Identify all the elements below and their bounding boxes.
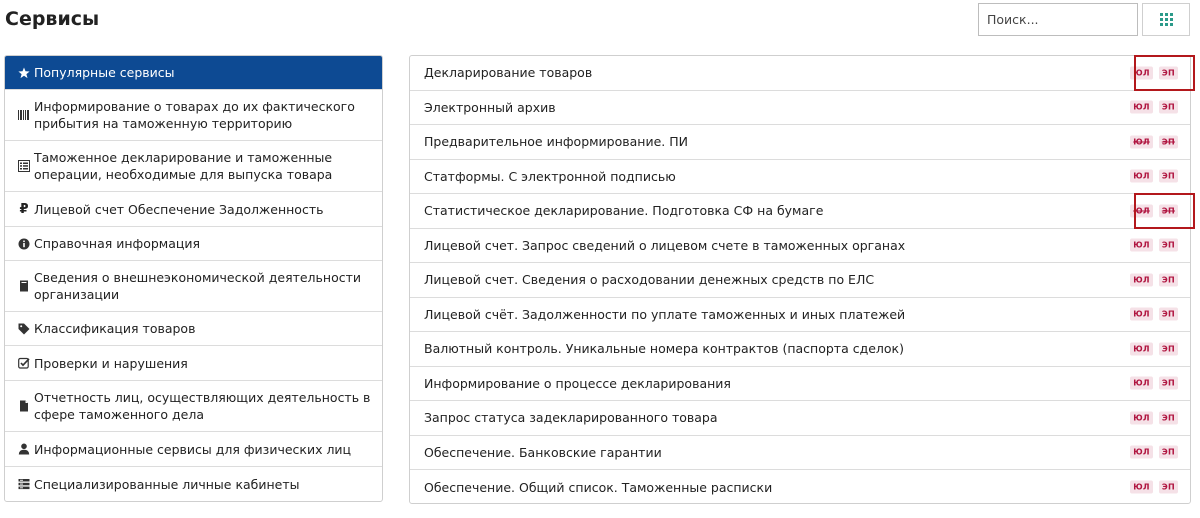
service-name: Информирование о процессе декларирования	[424, 375, 731, 391]
service-name: Валютный контроль. Уникальные номера контрактов (паспорта сделок)	[424, 341, 904, 357]
service-name: Обеспечение. Общий список. Таможенные расписки	[424, 479, 773, 495]
service-row[interactable]	[410, 125, 1190, 160]
legal-entity-badge: ЮЛ	[1130, 411, 1153, 424]
legal-entity-badge: ЮЛ	[1130, 66, 1153, 79]
legal-entity-badge: ЮЛ	[1130, 446, 1153, 459]
sidebar-item-reference[interactable]	[5, 227, 382, 261]
file-icon	[18, 400, 30, 412]
legal-entity-badge: ЮЛ	[1130, 101, 1153, 114]
e-signature-badge: ЭП	[1159, 481, 1178, 494]
legal-entity-badge: ЮЛ	[1130, 377, 1153, 390]
sidebar-item-label: Классификация товаров	[34, 321, 196, 336]
service-row[interactable]	[410, 263, 1190, 298]
sidebar-item-label: Таможенное декларирование и таможенные операции, необходимые для выпуска товара	[34, 150, 333, 182]
service-name: Обеспечение. Банковские гарантии	[424, 444, 662, 460]
service-badges	[1130, 411, 1178, 424]
service-row[interactable]	[410, 91, 1190, 126]
check-square-icon	[18, 357, 30, 369]
sidebar-item-label: Информирование о товарах до их фактического прибытия на таможенную территорию	[34, 99, 355, 131]
service-name: Статформы. С электронной подписью	[424, 168, 676, 184]
barcode-icon	[18, 109, 30, 121]
sidebar-item-label: Лицевой счет Обеспечение Задолженность	[34, 201, 324, 217]
service-row[interactable]	[410, 367, 1190, 402]
e-signature-badge: ЭП	[1159, 273, 1178, 286]
service-name: Лицевой счет. Запрос сведений о лицевом счете в таможенных органах	[424, 237, 906, 253]
sidebar-item-popular[interactable]	[5, 56, 382, 90]
legal-entity-badge: ЮЛ	[1130, 308, 1153, 321]
service-row[interactable]	[410, 470, 1190, 504]
e-signature-badge: ЭП	[1159, 377, 1178, 390]
sidebar-item-customs-declaration[interactable]	[5, 141, 382, 192]
service-name: Декларирование товаров	[424, 65, 593, 81]
service-row[interactable]	[410, 332, 1190, 367]
grid-icon	[1160, 13, 1173, 26]
cabinet-icon	[18, 478, 30, 490]
legal-entity-badge: ЮЛ	[1130, 135, 1153, 148]
legal-entity-badge: ЮЛ	[1130, 204, 1153, 217]
service-name: Запрос статуса задекларированного товара	[424, 410, 718, 426]
e-signature-badge: ЭП	[1159, 411, 1178, 424]
star-icon	[18, 67, 30, 79]
service-badges	[1130, 135, 1178, 148]
service-badges	[1130, 239, 1178, 252]
service-badges	[1130, 204, 1178, 217]
legal-entity-badge: ЮЛ	[1130, 239, 1153, 252]
e-signature-badge: ЭП	[1159, 204, 1178, 217]
service-name: Лицевой счет. Сведения о расходовании денежных средств по ЕЛС	[424, 272, 875, 288]
user-icon	[18, 443, 30, 455]
sidebar-item-classification[interactable]	[5, 312, 382, 346]
service-name: Статистическое декларирование. Подготовка СФ на бумаге	[424, 203, 824, 219]
service-badges	[1130, 308, 1178, 321]
e-signature-badge: ЭП	[1159, 239, 1178, 252]
sidebar-item-account[interactable]	[5, 192, 382, 227]
page-title: Сервисы	[5, 8, 100, 30]
service-badges	[1130, 170, 1178, 183]
service-row[interactable]	[410, 229, 1190, 264]
grid-view-button[interactable]	[1142, 3, 1190, 36]
sidebar-item-reporting[interactable]	[5, 381, 382, 432]
sidebar-item-label: Проверки и нарушения	[34, 355, 188, 371]
service-row[interactable]	[410, 401, 1190, 436]
legal-entity-badge: ЮЛ	[1130, 273, 1153, 286]
service-row[interactable]	[410, 436, 1190, 471]
ruble-icon: ₽	[19, 201, 29, 217]
search-input[interactable]	[978, 3, 1138, 36]
sidebar-item-foreign-trade[interactable]	[5, 261, 382, 312]
legal-entity-badge: ЮЛ	[1130, 170, 1153, 183]
list-icon	[18, 160, 30, 172]
sidebar-item-label: Сведения о внешнеэкономической деятельности организации	[34, 270, 362, 302]
info-icon	[18, 238, 30, 250]
sidebar-item-individuals[interactable]	[5, 432, 382, 467]
service-row[interactable]	[410, 298, 1190, 333]
e-signature-badge: ЭП	[1159, 170, 1178, 183]
sidebar-item-label: Информационные сервисы для физических лиц	[34, 441, 352, 457]
service-name: Предварительное информирование. ПИ	[424, 134, 688, 150]
service-name: Лицевой счёт. Задолженности по уплате таможенных и иных платежей	[424, 306, 906, 322]
service-badges	[1130, 446, 1178, 459]
sidebar-item-cabinets[interactable]	[5, 467, 382, 501]
sidebar-item-label: Специализированные личные кабинеты	[34, 476, 300, 492]
e-signature-badge: ЭП	[1159, 308, 1178, 321]
sidebar-item-label: Отчетность лиц, осуществляющих деятельность в сфере таможенного дела	[34, 390, 371, 422]
book-icon	[18, 280, 30, 292]
sidebar-item-inspections[interactable]	[5, 346, 382, 381]
service-badges	[1130, 273, 1178, 286]
service-row[interactable]	[410, 160, 1190, 195]
category-sidebar	[4, 55, 383, 502]
e-signature-badge: ЭП	[1159, 135, 1178, 148]
legal-entity-badge: ЮЛ	[1130, 481, 1153, 494]
service-row[interactable]	[410, 56, 1190, 91]
e-signature-badge: ЭП	[1159, 342, 1178, 355]
e-signature-badge: ЭП	[1159, 66, 1178, 79]
service-badges	[1130, 66, 1178, 79]
sidebar-item-label: Популярные сервисы	[34, 65, 175, 80]
sidebar-item-label: Справочная информация	[34, 236, 201, 251]
services-list	[409, 55, 1191, 504]
service-badges	[1130, 342, 1178, 355]
service-badges	[1130, 377, 1178, 390]
service-badges	[1130, 481, 1178, 494]
e-signature-badge: ЭП	[1159, 101, 1178, 114]
service-row[interactable]	[410, 194, 1190, 229]
e-signature-badge: ЭП	[1159, 446, 1178, 459]
legal-entity-badge: ЮЛ	[1130, 342, 1153, 355]
sidebar-item-goods-arrival[interactable]	[5, 90, 382, 141]
service-badges	[1130, 101, 1178, 114]
tag-icon	[18, 323, 30, 335]
service-name: Электронный архив	[424, 99, 556, 115]
